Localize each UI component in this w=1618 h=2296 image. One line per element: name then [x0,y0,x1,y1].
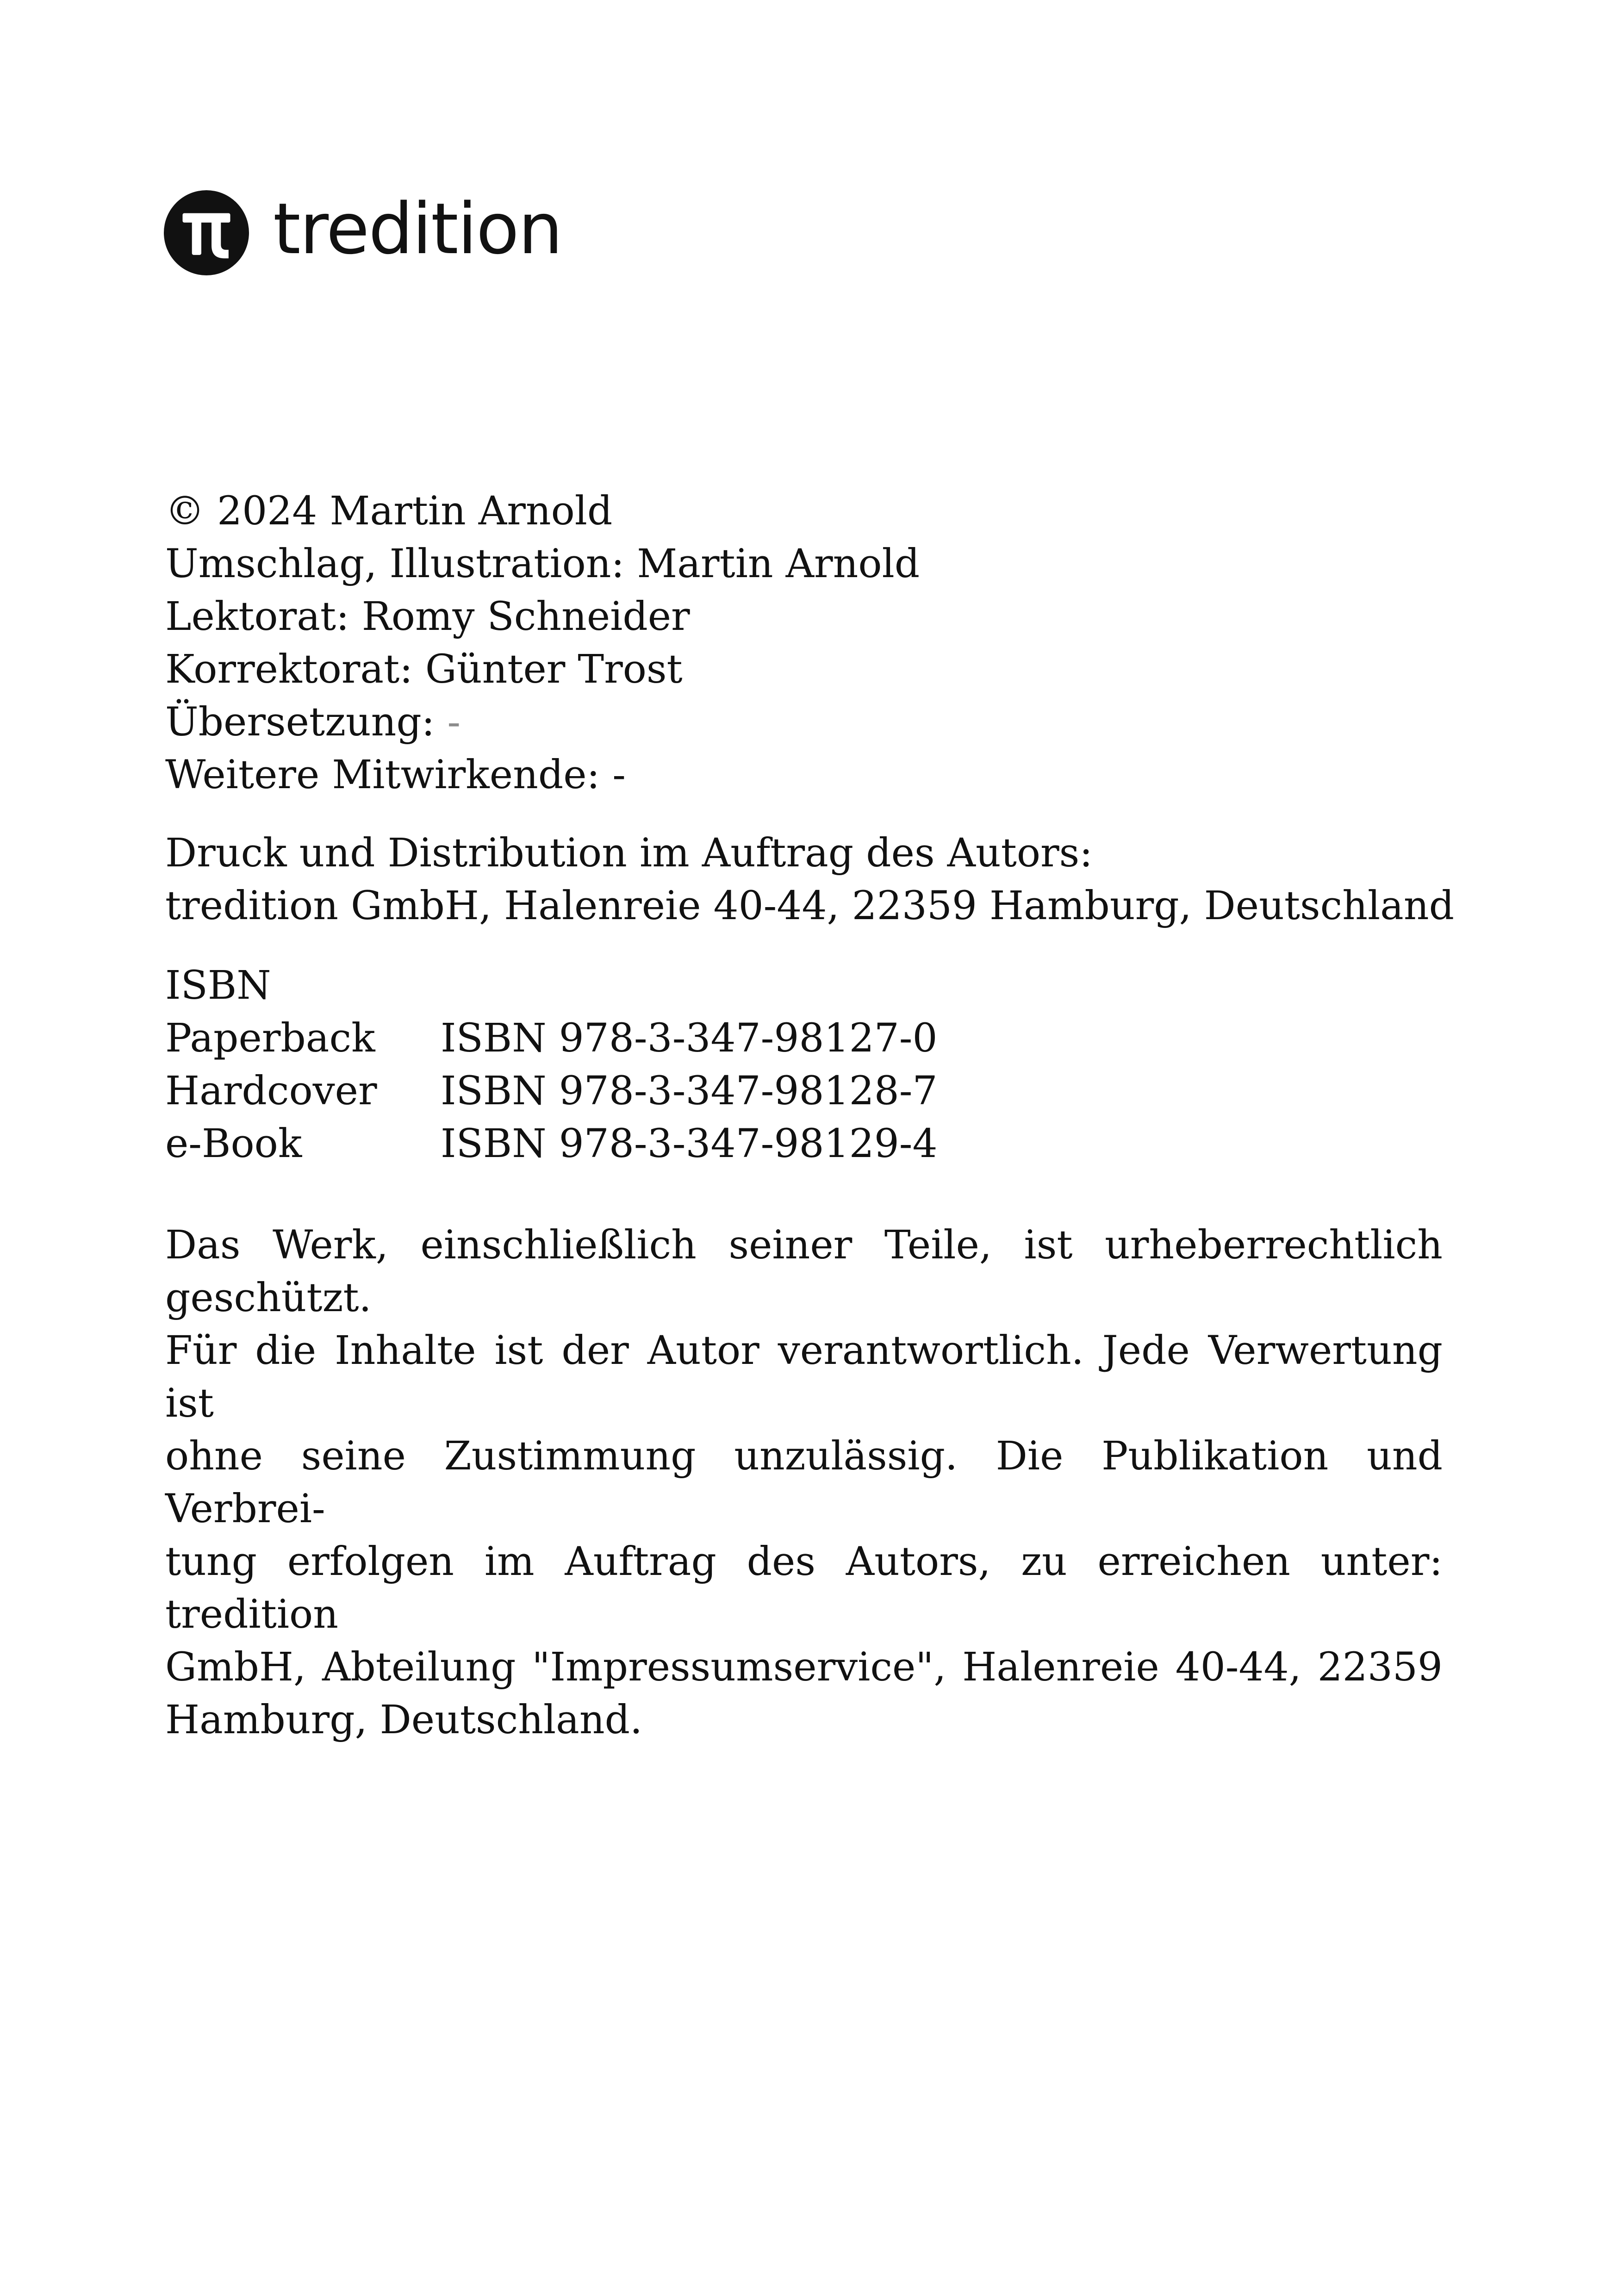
legal-line: ohne seine Zustimmung unzulässig. Die Publikation und Verbrei- [165,1433,1443,1532]
cover-credit: Umschlag, Illustration: Martin Arnold [165,541,920,587]
distribution-line-2: tredition GmbH, Halenreie 40-44, 22359 Hamburg, Deutschland [165,883,1454,929]
legal-notice [165,1219,1443,1747]
contributors-credit: Weitere Mitwirkende: - [165,752,626,798]
isbn-number: ISBN 978-3-347-98128-7 [441,1068,938,1114]
isbn-row [165,1012,1443,1065]
translation-label: Übersetzung: [165,699,435,745]
legal-line: GmbH, Abteilung "Impressumservice", Halenreie 40-44, 22359 [165,1644,1443,1690]
isbn-block [165,959,1443,1170]
isbn-format-label: Hardcover [165,1068,377,1114]
imprint-content [165,485,1454,1747]
tredition-logo-icon [164,190,249,275]
translation-credit [165,696,1443,749]
isbn-heading: ISBN [165,963,271,1008]
credits-block [165,485,1443,802]
distribution-block [165,827,1454,933]
isbn-format-label: e-Book [165,1121,302,1167]
distribution-line-1: Druck und Distribution im Auftrag des Autors: [165,830,1093,876]
publisher-wordmark: tredition [273,188,562,270]
legal-line: tung erfolgen im Auftrag des Autors, zu erreichen unter: tredition [165,1539,1443,1637]
translation-value: - [447,699,461,745]
legal-line: Hamburg, Deutschland. [165,1697,642,1743]
publisher-logo [164,189,562,277]
legal-line: Das Werk, einschließlich seiner Teile, ist urheberrechtlich geschützt. [165,1222,1443,1321]
isbn-format-label: Paperback [165,1015,375,1061]
legal-line: Für die Inhalte ist der Autor verantwortlich. Jede Verwertung ist [165,1328,1443,1426]
copyright-line: © 2024 Martin Arnold [165,488,613,534]
proofreading-credit: Korrektorat: Günter Trost [165,647,683,692]
isbn-row [165,1118,1443,1170]
editing-credit: Lektorat: Romy Schneider [165,594,690,640]
isbn-number: ISBN 978-3-347-98129-4 [441,1121,938,1167]
isbn-row [165,1065,1443,1118]
isbn-number: ISBN 978-3-347-98127-0 [441,1015,938,1061]
